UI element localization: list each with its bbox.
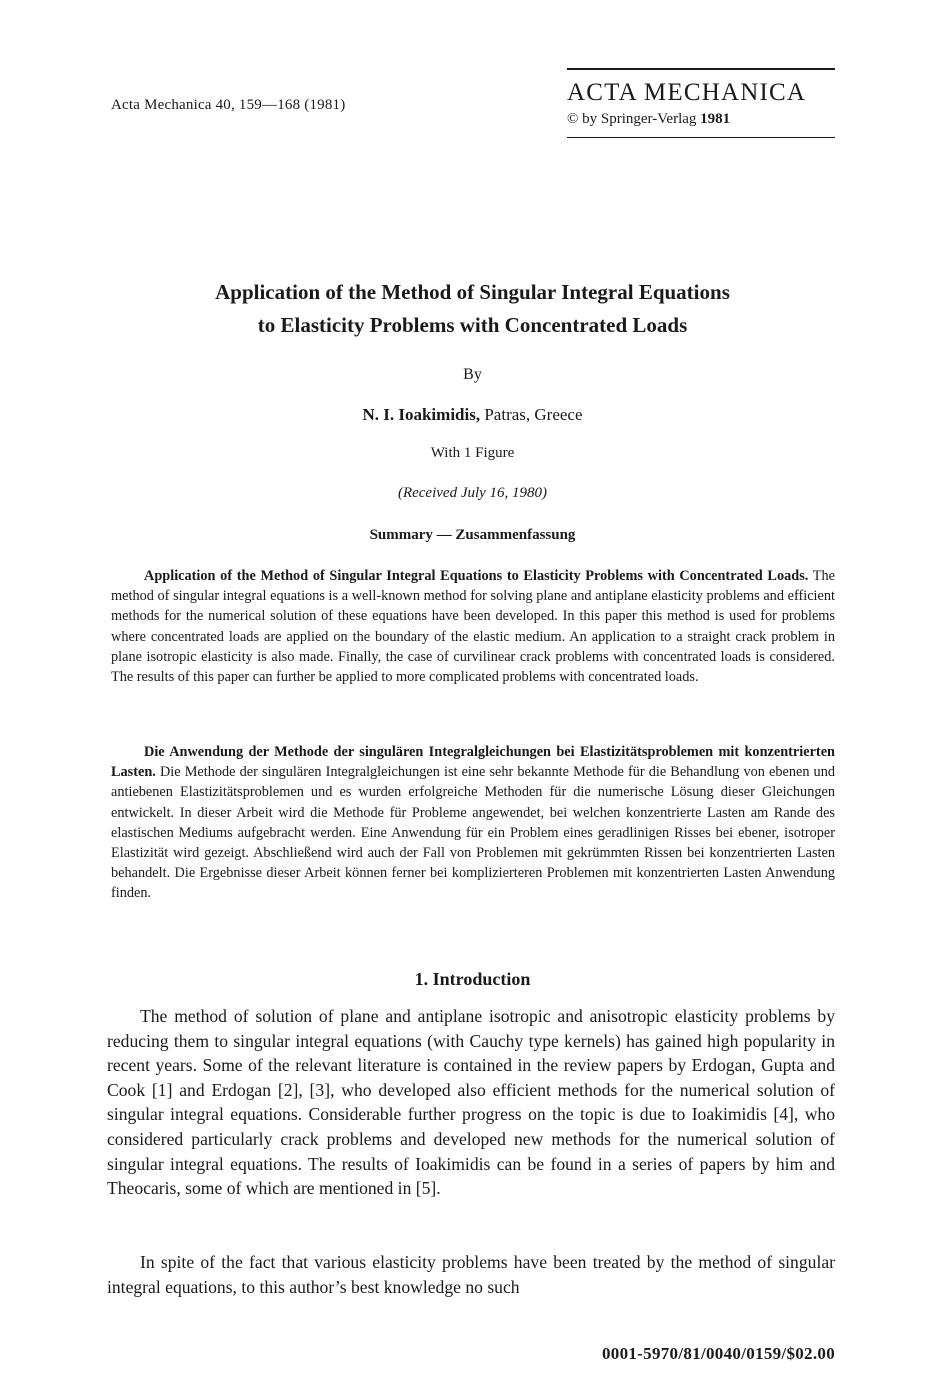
by-line: By: [463, 366, 482, 383]
masthead-bottom-rule: [567, 137, 835, 138]
journal-masthead: [567, 68, 835, 138]
masthead-title: ACTA MECHANICA: [567, 79, 807, 106]
received-date-text: (Received July 16, 1980): [397, 485, 548, 501]
summary-heading: Summary — Zusammenfassung: [369, 527, 576, 543]
figure-note: With 1 Figure: [430, 445, 515, 461]
paper-title: [110, 276, 835, 342]
paper-title-line-2: to Elasticity Problems with Concentrated Loads: [257, 313, 688, 337]
masthead-year: 1981: [700, 111, 731, 127]
abstract-english-text: The method of singular integral equations is a well-known method for solving plane and antiplane elasticity problems and efficient methods for the numerical solution of these equations have been developed. In this paper this method is used for problems where concentrated loads are applied on the boundary of the elastic medium. An application to a straight crack problem in plane isotropic elasticity is also made. Finally, the case of curvilinear crack problems with concentrated loads is considered. The results of this paper can further be applied to more complicated problems with concentrated loads.: [111, 568, 835, 686]
introduction-paragraph-2: In spite of the fact that various elasticity problems have been treated by the method of singular integral equations, to this author’s best knowledge no such: [107, 1252, 835, 1297]
introduction-paragraph-1: The method of solution of plane and antiplane isotropic and anisotropic elasticity problems by reducing them to singular integral equations (with Cauchy type kernels) has gained high popularity in recent years. Some of the relevant literature is contained in the review papers by Erdogan, Gupta and Cook [1] and Erdogan [2], [3], who developed also efficient methods for the numerical solution of singular integral equations. Considerable further progress on the topic is due to Ioakimidis [4], who considered particularly crack problems and developed new methods for the numerical solution of singular integral equations. The results of Ioakimidis can be found in a series of papers by him and Theocaris, some of which are mentioned in [5].: [107, 1006, 835, 1199]
abstract-german: [111, 742, 835, 904]
section-heading-introduction: 1. Introduction: [414, 969, 531, 989]
masthead-publisher: © by Springer-Verlag: [567, 111, 701, 127]
footer-code: 0001-5970/81/0040/0159/$02.00: [601, 1344, 835, 1363]
title-block: [110, 276, 835, 545]
abstract-english-title: Application of the Method of Singular Integral Equations to Elasticity Problems with Concentrated Loads.: [144, 568, 809, 584]
paper-title-line-1: Application of the Method of Singular Integral Equations: [215, 280, 730, 304]
masthead-copyright: [567, 110, 835, 128]
abstract-german-title: Die Anwendung der Methode der singulären Integralgleichungen bei Elastizitätsproblemen mit konzentrierten Lasten.: [111, 744, 835, 781]
abstract-english: [111, 566, 835, 687]
abstract-german-text: Die Methode der singulären Integralgleichungen ist eine sehr bekannte Methode für die Behandlung von ebenen und antiebenen Elastizitätsproblemen und es wurden erfolgreiche Methoden für die numerische Lösung dieser Gleichungen entwickelt. In dieser Arbeit wird die Methode für Probleme angewendet, bei welchen konzentrierte Lasten am Rande des elastischen Mediums aufgebracht werden. Eine Anwendung für ein Problem eines geradlinigen Risses bei ebener, isotroper Elastizität wird gezeigt. Abschließend wird auch der Fall von Problemen mit gekrümmten Rissen bei konzentrierten Lasten behandelt. Die Ergebnisse dieser Arbeit können ferner bei komplizierteren Problemen mit konzentrierten Lasten Anwendung finden.: [111, 764, 835, 902]
author-line: [110, 404, 835, 426]
journal-reference: Acta Mechanica 40, 159—168 (1981): [111, 97, 346, 113]
masthead-top-rule: [567, 68, 835, 70]
received-date: [110, 483, 835, 503]
author-name: N. I. Ioakimidis,: [362, 405, 481, 424]
author-location: Patras, Greece: [480, 405, 583, 424]
